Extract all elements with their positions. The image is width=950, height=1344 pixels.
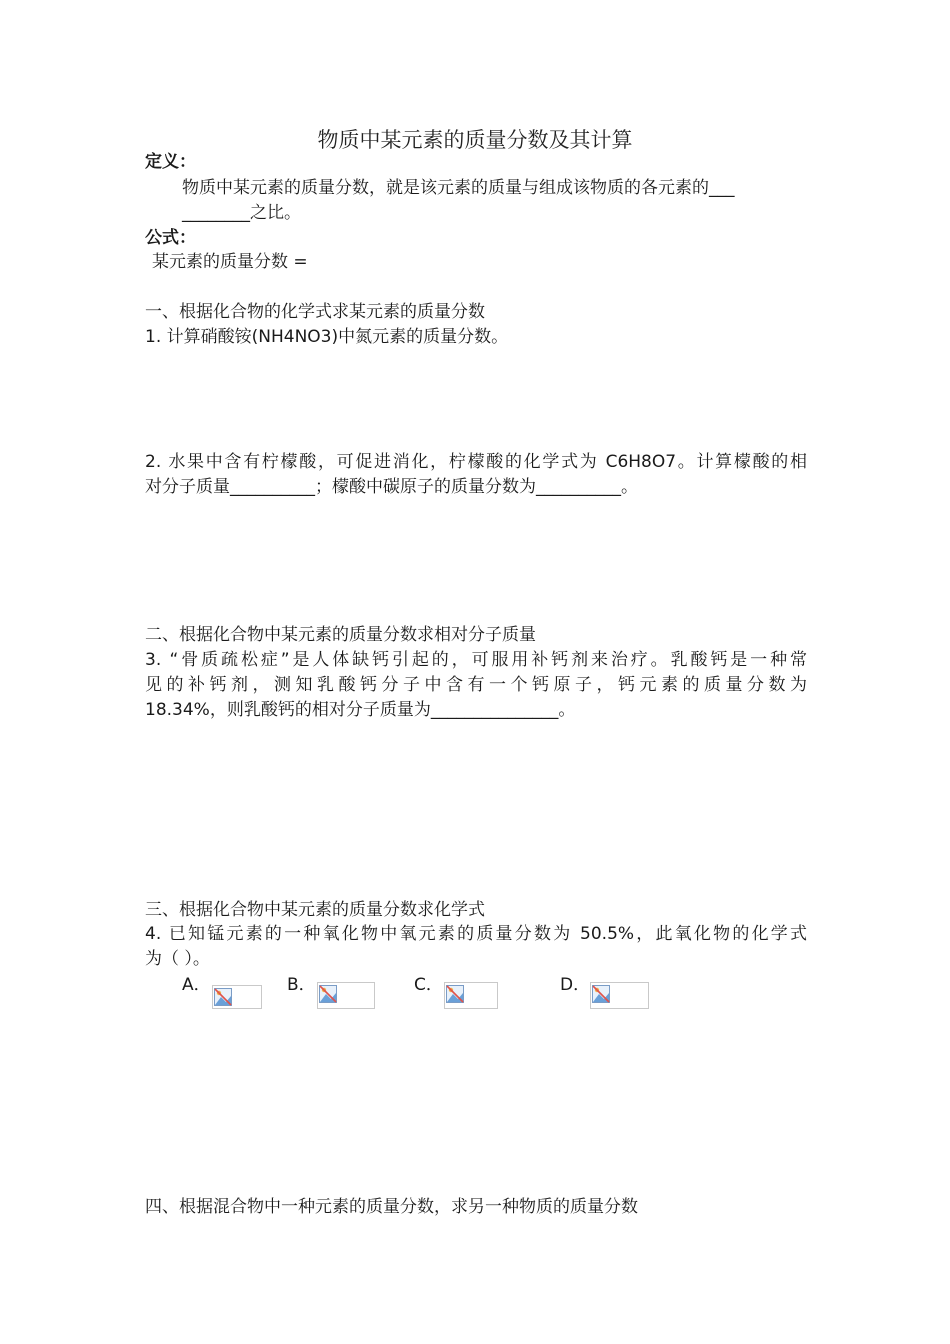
question-1: 1. 计算硝酸铵(NH4NO3)中氮元素的质量分数。 xyxy=(145,327,509,347)
option-b-image xyxy=(317,982,375,1009)
question-4-line-1: 4. 已知锰元素的一种氧化物中氧元素的质量分数为 50.5%，此氧化物的化学式 xyxy=(145,924,807,944)
definition-label: 定义： xyxy=(145,152,196,172)
question-3-line-3: 18.34%，则乳酸钙的相对分子质量为_______________。 xyxy=(145,700,576,720)
section-1-heading: 一、根据化合物的化学式求某元素的质量分数 xyxy=(145,302,485,322)
option-b-label: B． xyxy=(287,975,316,995)
question-3-line-1: 3. “骨质疏松症”是人体缺钙引起的，可服用补钙剂来治疗。乳酸钙是一种常 xyxy=(145,650,807,670)
definition-line-1: 物质中某元素的质量分数，就是该元素的质量与组成该物质的各元素的___ xyxy=(182,178,735,198)
definition-line-2: ________之比。 xyxy=(182,203,301,223)
section-3-heading: 三、根据化合物中某元素的质量分数求化学式 xyxy=(145,900,485,920)
broken-image-icon xyxy=(592,985,610,1003)
option-c-label: C． xyxy=(414,975,443,995)
section-2-heading: 二、根据化合物中某元素的质量分数求相对分子质量 xyxy=(145,625,536,645)
option-a-label: A． xyxy=(182,975,211,995)
formula-label: 公式： xyxy=(145,228,196,248)
broken-image-icon xyxy=(214,988,232,1006)
page-title: 物质中某元素的质量分数及其计算 xyxy=(317,128,633,152)
broken-image-icon xyxy=(446,985,464,1003)
question-2-line-2: 对分子质量__________；檬酸中碳原子的质量分数为__________。 xyxy=(145,477,638,497)
option-a-image xyxy=(212,985,262,1009)
formula-text: 某元素的质量分数 = xyxy=(152,252,308,272)
section-4-heading: 四、根据混合物中一种元素的质量分数，求另一种物质的质量分数 xyxy=(145,1197,638,1217)
question-4-line-2: 为（ ）。 xyxy=(145,949,210,969)
option-d-label: D． xyxy=(560,975,591,995)
option-c-image xyxy=(444,982,498,1009)
question-3-line-2: 见的补钙剂，测知乳酸钙分子中含有一个钙原子，钙元素的质量分数为 xyxy=(145,675,807,695)
question-2-line-1: 2. 水果中含有柠檬酸，可促进消化，柠檬酸的化学式为 C6H8O7。计算檬酸的相 xyxy=(145,452,807,472)
option-d-image xyxy=(590,982,649,1009)
broken-image-icon xyxy=(319,985,337,1003)
